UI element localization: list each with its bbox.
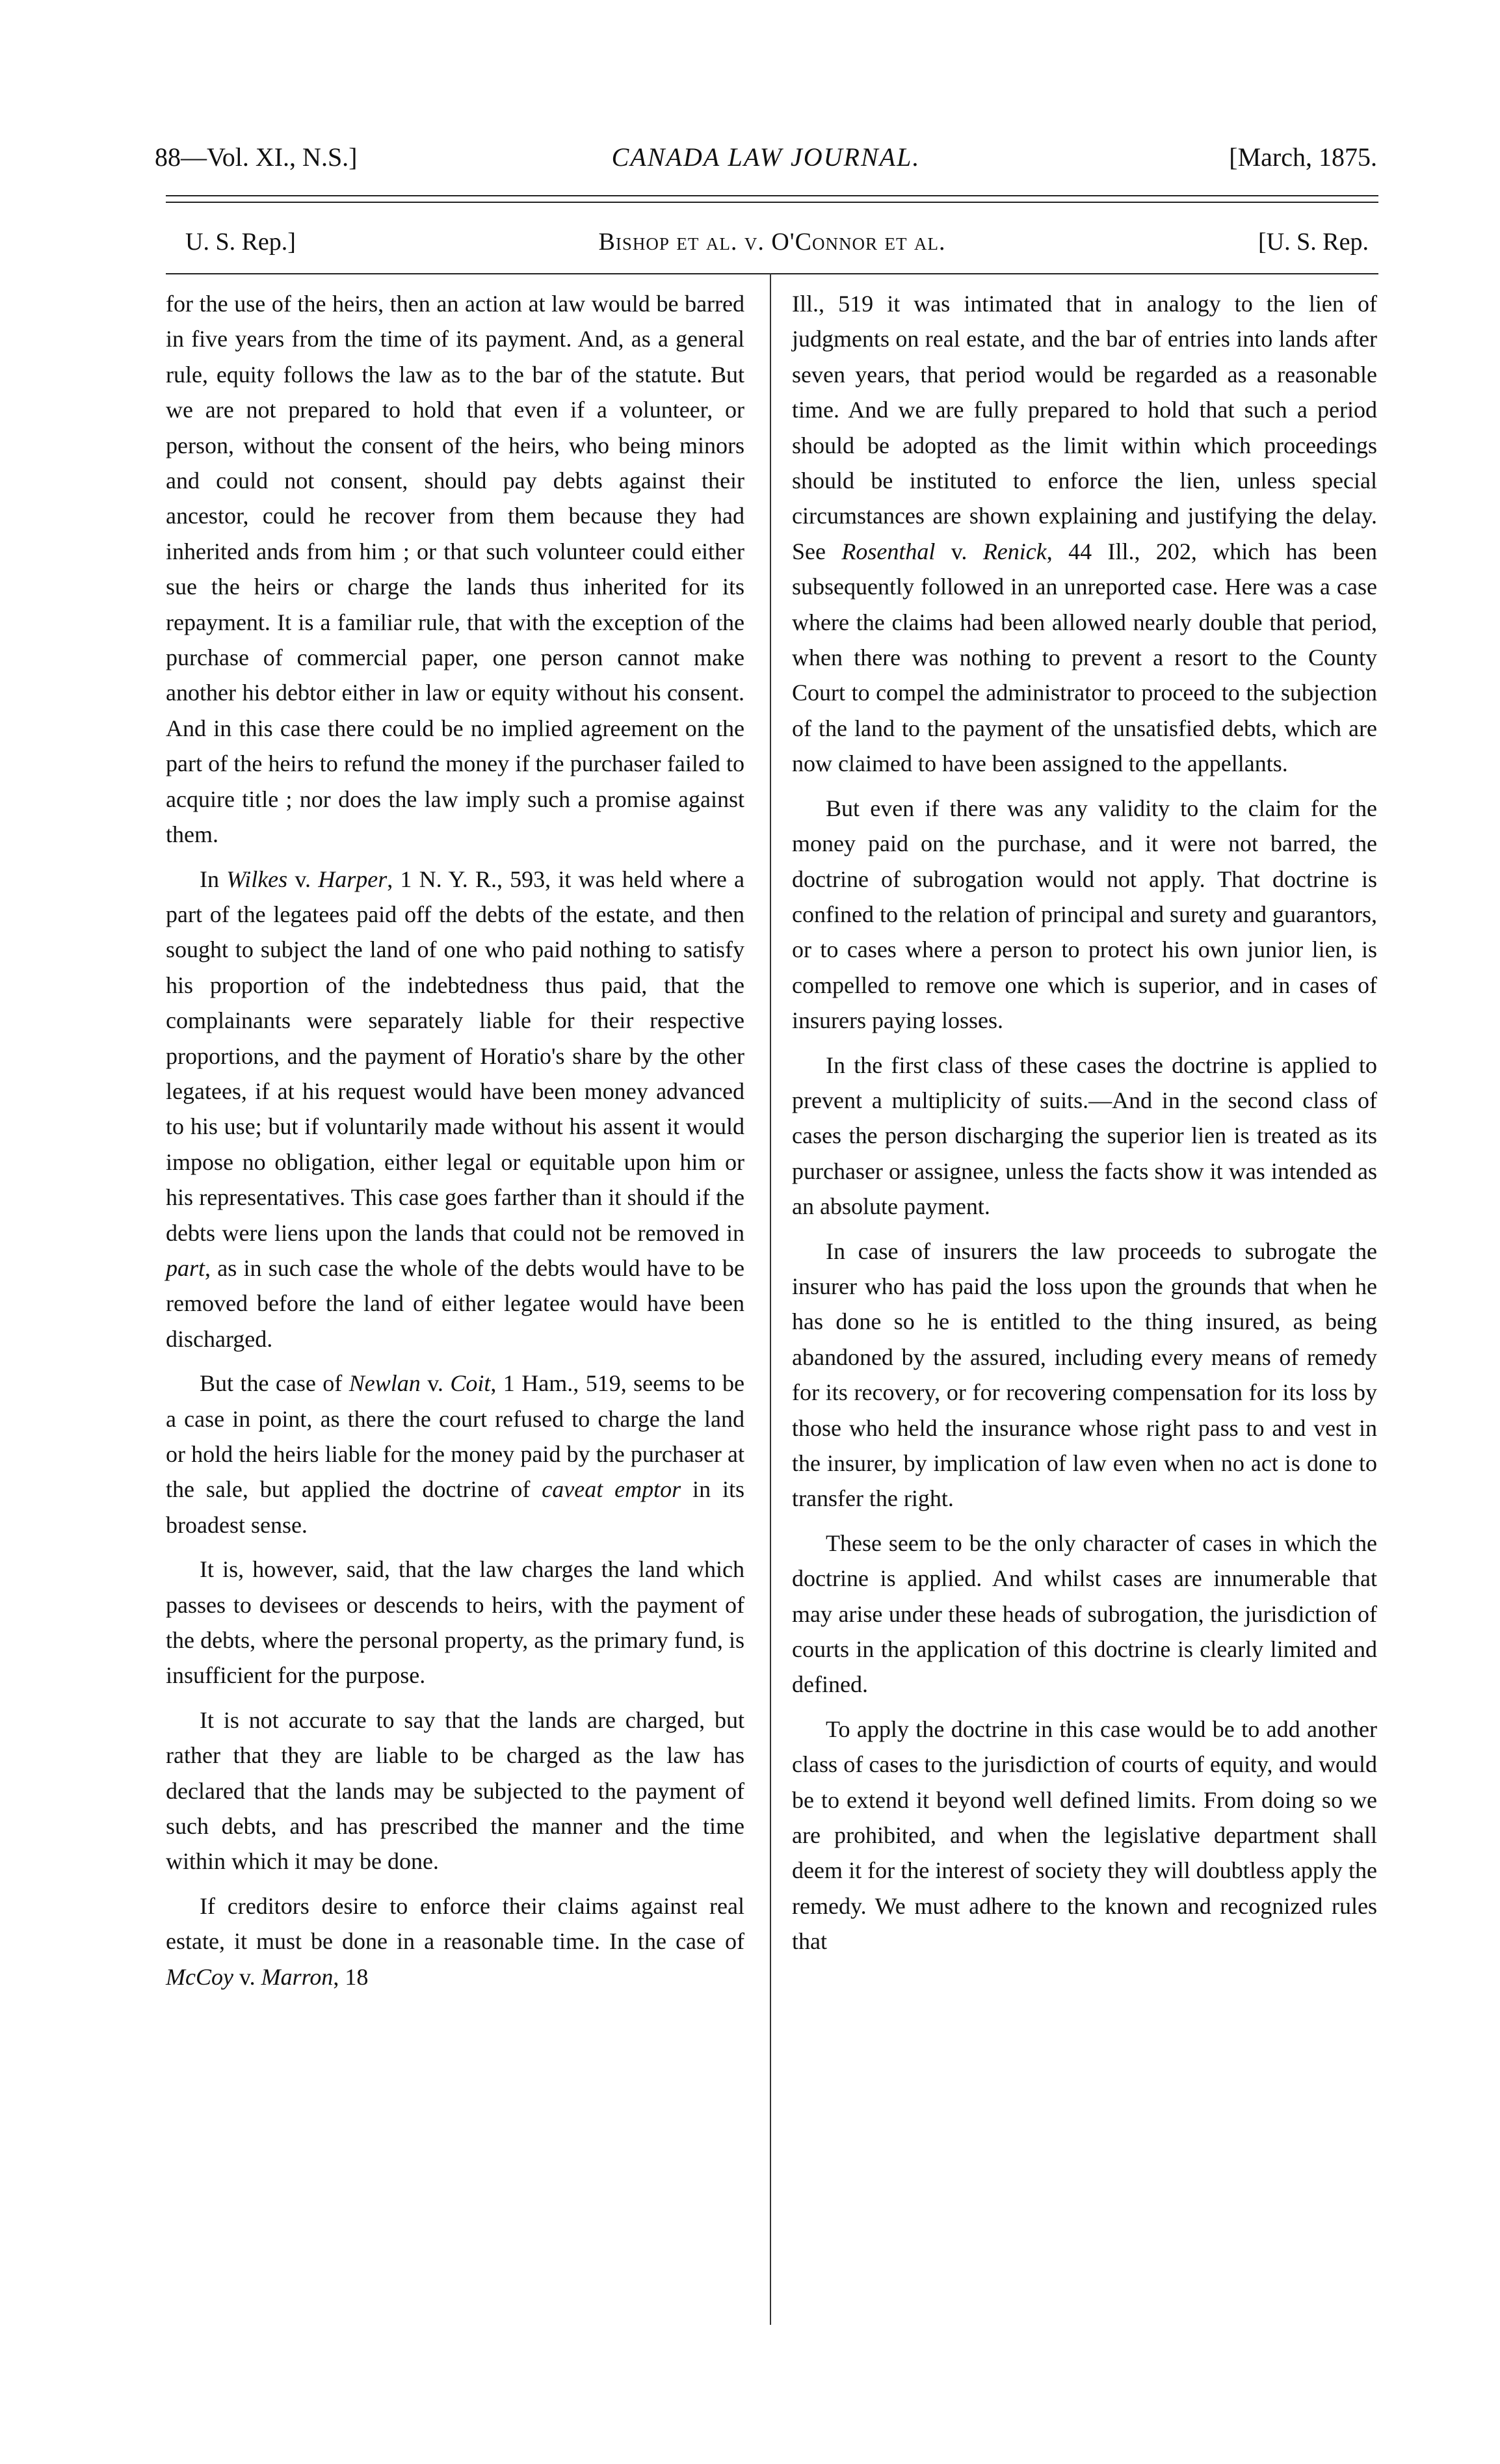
latin-phrase: caveat emptor xyxy=(542,1476,681,1503)
case-title: Bishop et al. v. O'Connor et al. xyxy=(598,228,946,256)
case-name: McCoy xyxy=(166,1963,233,1990)
right-column xyxy=(792,286,1377,1968)
case-name: Wilkes xyxy=(226,866,288,892)
case-name: Harper xyxy=(318,866,388,892)
case-name: Marron xyxy=(261,1963,334,1990)
issue-date: [March, 1875. xyxy=(1229,142,1377,172)
right-paragraph-3: In the first class of these cases the doctrine is applied to prevent a multiplicity of suits.—And in the second class of cases the person discharging the superior lien is treated as its purchaser or assignee, unless the facts show it was intended as an absolute payment. xyxy=(792,1052,1377,1220)
case-subheader xyxy=(166,228,1378,267)
left-paragraph-1: for the use of the heirs, then an action at law would be barred in five years from the time of its payment. And, as a general rule, equity follows the law as to the bar of the statute. But we are not prepared to hold that even if a volunteer, or person, without the consent of the heirs, who being minors and could not consent, should pay debts against their ancestor, could he recover from them because they had inherited ands from him ; or that such volunteer could either sue the heirs or charge the lands thus inherited for its repayment. It is a familiar rule, that with the exception of the purchase of commercial paper, one person cannot make another his debtor either in law or equity without his consent. And in this case there could be no implied agreement on the part of the heirs to refund the money if the purchaser failed to acquire title ; nor does the law imply such a promise against them. xyxy=(166,291,744,848)
right-paragraph-4: In case of insurers the law proceeds to subrogate the insurer who has paid the loss upon the grounds that when he has done so he is entitled to the thing insured, as being abandoned by the assured, including every means of remedy for its recovery, or for recovering compensation for its loss by those who held the insurance whose right pass to and vest in the insurer, by implication of law even when no act is done to transfer the right. xyxy=(792,1238,1377,1512)
subheader-rule xyxy=(166,273,1378,274)
left-paragraph-3: But the case of Newlan v. Coit, 1 Ham., 519, seems to be a case in point, as there the court refused to charge the land or hold the heirs liable for the money paid by the purchaser at the sale, but applied the doctrine of caveat emptor in its broadest sense. xyxy=(166,1370,745,1538)
report-left: U. S. Rep.] xyxy=(185,228,296,256)
journal-title: CANADA LAW JOURNAL. xyxy=(611,142,921,172)
report-right: [U. S. Rep. xyxy=(1258,228,1369,256)
case-name: Newlan xyxy=(349,1370,421,1397)
column-divider xyxy=(770,273,771,2325)
left-paragraph-2: In Wilkes v. Harper, 1 N. Y. R., 593, it was held where a part of the legatees paid off the debts of the estate, and then sought to subject the land of one who paid nothing to satisfy his proportion of the indebtedness thus paid, that the complainants were separately liable for their respective proportions, and the payment of Horatio's share by the other legatees, if at his request would have been money advanced to his use; but if voluntarily made without his assent it would impose no obligation, either legal or equitable upon him or his representatives. This case goes farther than it should if the debts were liens upon the lands that could not be removed in part, as in such case the whole of the debts would have to be removed before the land of either legatee would have been discharged. xyxy=(166,866,744,1352)
header-rule-top xyxy=(166,195,1378,196)
right-paragraph-1: Ill., 519 it was intimated that in analogy to the lien of judgments on real estate, and the bar of entries into lands after seven years, that period would be regarded as a reasonable time. And we are fully prepared to hold that such a period should be adopted as the limit within which proceedings should be instituted to enforce the lien, unless special circumstances are shown explaining and justifying the delay. See Rosenthal v. Renick, 44 Ill., 202, which has been subsequently followed in an unreported case. Here was a case where the claims had been allowed nearly double that period, when there was nothing to prevent a resort to the County Court to compel the administrator to proceed to the subjection of the land to the payment of the unsatisfied debts, which are now claimed to have been assigned to the appellants. xyxy=(792,291,1377,777)
page-volume: 88—Vol. XI., N.S.] xyxy=(155,142,358,172)
left-column xyxy=(166,286,744,2004)
emphasis: part xyxy=(166,1254,205,1281)
left-paragraph-5: It is not accurate to say that the lands are charged, but rather that they are liable to be charged as the law has declared that the lands may be subjected to the payment of such debts, and has prescribed the manner and the time within which it may be done. xyxy=(166,1706,744,1875)
case-name: Rosenthal xyxy=(841,538,936,564)
header-rule-bottom xyxy=(166,202,1378,203)
right-paragraph-2: But even if there was any validity to the claim for the money paid on the purchase, and it were not barred, the doctrine of subrogation would not apply. That doctrine is confined to the relation of principal and surety and guarantors, or to cases where a person to protect his own junior lien, is compelled to remove one which is superior, and in cases of insurers paying losses. xyxy=(792,795,1377,1034)
right-paragraph-5: These seem to be the only character of cases in which the doctrine is applied. And whilst cases are innumerable that may arise under these heads of subrogation, the jurisdiction of courts in the application of this doctrine is clearly limited and defined. xyxy=(792,1530,1377,1698)
running-header xyxy=(155,142,1377,189)
case-name: Renick xyxy=(982,538,1047,564)
case-name: Coit xyxy=(450,1370,491,1397)
left-paragraph-6: If creditors desire to enforce their claims against real estate, it must be done in a reasonable time. In the case of McCoy v. Marron, 18 xyxy=(166,1892,744,1990)
right-paragraph-6: To apply the doctrine in this case would be to add another class of cases to the jurisdiction of courts of equity, and would be to extend it beyond well defined limits. From doing so we are prohibited, and when the legislative department shall deem it for the interest of society they will doubtless apply the remedy. We must adhere to the known and recognized rules that xyxy=(792,1716,1377,1955)
left-paragraph-4: It is, however, said, that the law charges the land which passes to devisees or descends to heirs, with the payment of the debts, where the personal property, as the primary fund, is insufficient for the purpose. xyxy=(166,1556,744,1689)
